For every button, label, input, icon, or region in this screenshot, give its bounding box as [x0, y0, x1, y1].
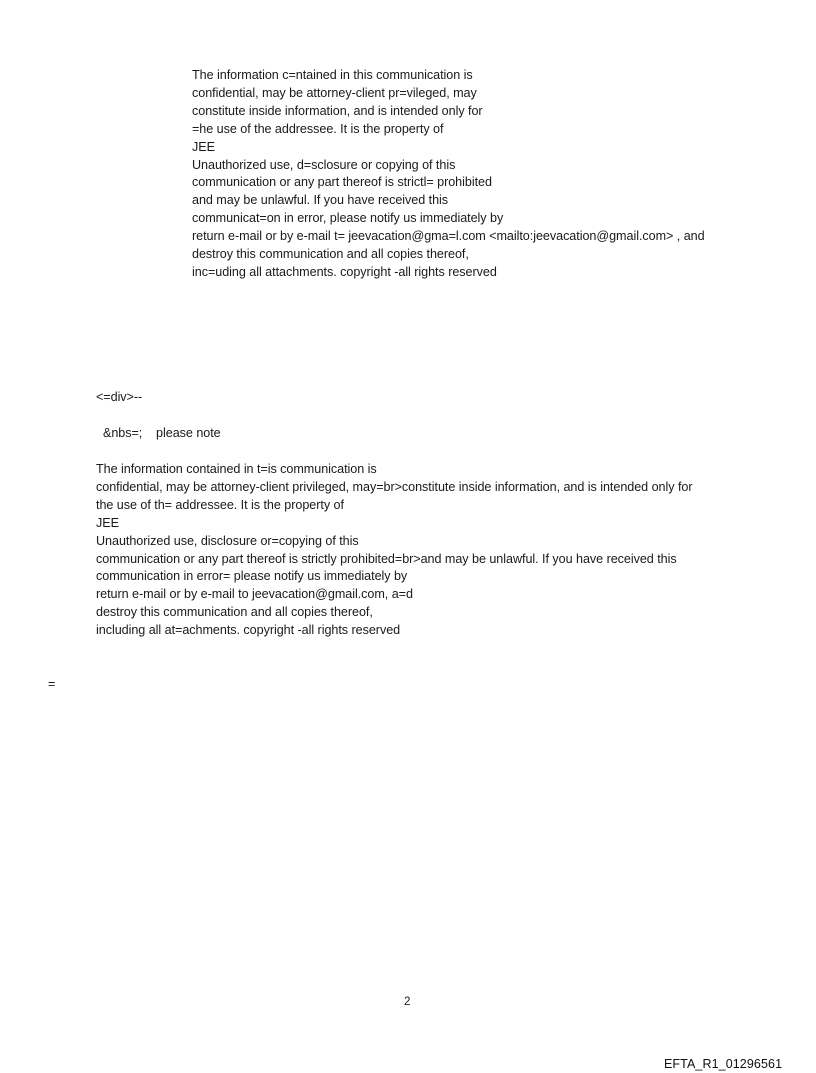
first-disclaimer-line: communicat=on in error, please notify us immediately by: [192, 211, 504, 226]
first-disclaimer-line: The information c=ntained in this communication is: [192, 68, 473, 82]
first-disclaimer-line: Unauthorized use, d=sclosure or copying of this: [192, 157, 456, 172]
first-disclaimer-line: =he use of the addressee. It is the property of: [192, 121, 444, 136]
second-disclaimer-line: the use of th= addressee. It is the property of: [96, 497, 344, 512]
div-marker-line: <=div>--: [96, 390, 143, 404]
equals-mark: [48, 676, 55, 694]
second-disclaimer-line: return e-mail or by e-mail to jeevacation@gmail.com, a=d: [96, 587, 413, 602]
first-disclaimer-line: JEE: [192, 139, 215, 154]
please-note-line: &nbs=; please note: [103, 426, 221, 440]
second-disclaimer-line: destroy this communication and all copies thereof,: [96, 605, 373, 620]
first-disclaimer-line: communication or any part thereof is strictl= prohibited: [192, 175, 492, 190]
bates-number: EFTA_R1_01296561: [664, 1057, 783, 1071]
second-disclaimer-line: communication in error= please notify us immediately by: [96, 569, 408, 584]
first-disclaimer-line: confidential, may be attorney-client pr=vileged, may: [192, 85, 477, 100]
equals-mark-text: =: [48, 677, 56, 691]
first-disclaimer-line: and may be unlawful. If you have received this: [192, 193, 449, 208]
first-disclaimer-line: destroy this communication and all copies thereof,: [192, 247, 469, 262]
first-disclaimer-line: inc=uding all attachments. copyright -all rights reserved: [192, 264, 497, 279]
first-disclaimer-line: constitute inside information, and is intended only for: [192, 103, 483, 118]
second-disclaimer-line: communication or any part thereof is strictly prohibited=br>and may be unlawful. If you have received this: [96, 551, 677, 566]
page-number: 2: [404, 996, 411, 1008]
second-disclaimer-line: confidential, may be attorney-client privileged, may=br>constitute inside information, and is intended only for: [96, 479, 693, 494]
second-disclaimer-line: The information contained in t=is communication is: [96, 462, 377, 476]
second-disclaimer-line: including all at=achments. copyright -all rights reserved: [96, 623, 401, 638]
second-disclaimer-line: JEE: [96, 515, 119, 530]
second-disclaimer: [96, 461, 693, 640]
div-marker-text: [96, 389, 142, 407]
first-disclaimer-line: return e-mail or by e-mail t= jeevacation@gma=l.com <mailto:jeevacation@gmail.com> , and: [192, 229, 705, 244]
please-note-text: [103, 425, 221, 443]
first-disclaimer: [192, 67, 705, 282]
second-disclaimer-line: Unauthorized use, disclosure or=copying of this: [96, 533, 359, 548]
